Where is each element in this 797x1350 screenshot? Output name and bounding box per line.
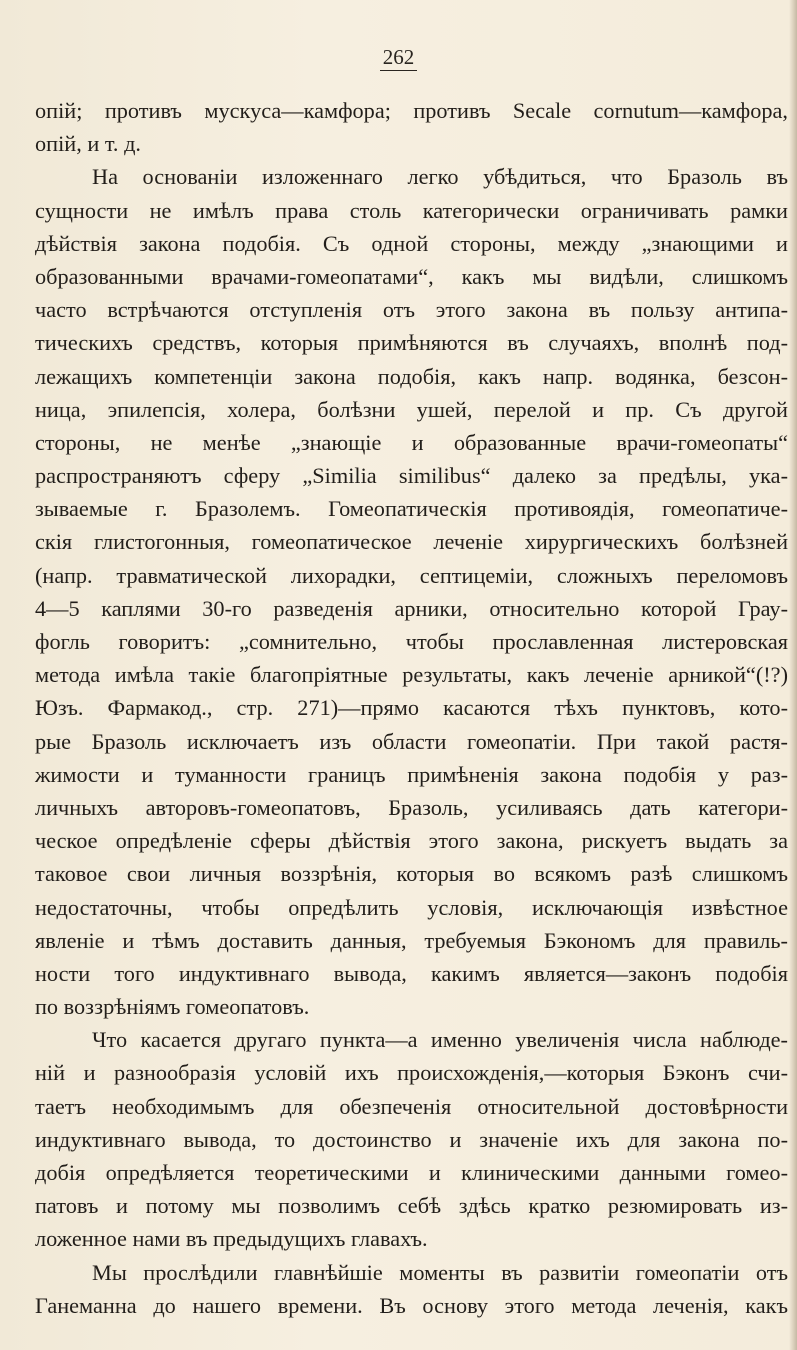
text-line: Юзъ. Фармакод., стр. 271)—прямо касаются тѣхъ пунктовъ, кото-	[35, 695, 788, 721]
text-line: скія глистогонныя, гомеопатическое леченіе хирургическихъ болѣзней	[35, 529, 788, 555]
text-line: стороны, не менѣе „знающіе и образованные врачи-гомеопаты“	[35, 429, 788, 455]
text-line: недостаточны, чтобы опредѣлить условія, исключающія извѣстное	[35, 894, 788, 920]
text-line: образованными врачами-гомеопатами“, какъ мы видѣли, слишкомъ	[35, 263, 788, 289]
text-line: Что касается другаго пункта—а именно увеличенія числа наблюде-	[92, 1027, 788, 1053]
text-line: таковое свои личныя воззрѣнія, которыя во всякомъ разѣ слишкомъ	[35, 861, 788, 887]
text-line: Мы прослѣдили главнѣйшіе моменты въ развитіи гомеопатіи отъ	[92, 1259, 788, 1285]
text-line: лежащихъ компетенціи закона подобія, какъ напр. водянка, безсон-	[35, 363, 788, 389]
text-line: ческое опредѣленіе сферы дѣйствія этого закона, рискуетъ выдать за	[35, 828, 788, 854]
text-line: (напр. травматической лихорадки, септицеміи, сложныхъ переломовъ	[35, 562, 788, 588]
text-line: Ганеманна до нашего времени. Въ основу этого метода леченія, какъ	[35, 1292, 788, 1318]
page-body-text	[35, 94, 788, 1322]
text-line: На основаніи изложеннаго легко убѣдиться, что Бразоль въ	[92, 164, 788, 190]
text-line: фогль говоритъ: „сомнительно, чтобы прославленная листеровская	[35, 629, 788, 654]
text-line: часто встрѣчаются отступленія отъ этого закона въ пользу антипа-	[35, 297, 788, 323]
text-line: индуктивнаго вывода, то достоинство и значеніе ихъ для закона по-	[35, 1126, 788, 1152]
text-line: дѣйствія закона подобія. Съ одной стороны, между „знающими и	[35, 230, 788, 256]
text-line: опій; противъ мускуса—камфора; противъ Secale cornutum—камфора,	[35, 98, 788, 123]
text-line: 4—5 каплями 30-го разведенія арники, относительно которой Грау-	[35, 595, 788, 621]
page-edge-shadow	[789, 0, 797, 1350]
text-line: метода имѣла такіе благопріятные результаты, какъ леченіе арникой“(!?)	[35, 662, 788, 688]
text-line: жимости и туманности границъ примѣненія закона подобія у раз-	[35, 761, 788, 787]
text-line: по воззрѣніямъ гомеопатовъ.	[35, 994, 310, 1020]
text-line: таетъ необходимымъ для обезпеченія относительной достовѣрности	[35, 1093, 788, 1119]
text-line: сущности не имѣлъ права столь категорически ограничивать рамки	[35, 197, 788, 223]
text-line: ница, эпилепсія, холера, болѣзни ушей, перелой и пр. Съ другой	[35, 396, 788, 422]
text-line: добія опредѣляется теоретическими и клиническими данными гомео-	[35, 1160, 788, 1185]
text-line: зываемые г. Бразолемъ. Гомеопатическія противоядія, гомеопатиче-	[35, 496, 788, 522]
text-line: патовъ и потому мы позволимъ себѣ здѣсь кратко резюмировать из-	[35, 1193, 788, 1219]
text-line: ности того индуктивнаго вывода, какимъ является—законъ подобія	[35, 960, 788, 986]
text-line: личныхъ авторовъ-гомеопатовъ, Бразоль, усиливаясь дать категори-	[35, 794, 788, 820]
text-line: рые Бразоль исключаетъ изъ области гомеопатіи. При такой растя-	[35, 728, 788, 754]
text-line: явленіе и тѣмъ доставить данныя, требуемыя Бэкономъ для правиль-	[35, 927, 788, 953]
text-line: опій, и т. д.	[35, 131, 141, 157]
page-number-text: 262	[380, 45, 418, 71]
page-number	[0, 45, 797, 70]
text-line: ній и разнообразія условій ихъ происхожденія,—которыя Бэконъ счи-	[35, 1060, 788, 1086]
text-line: тическихъ средствъ, которыя примѣняются въ случаяхъ, вполнѣ под-	[35, 330, 788, 356]
text-line: распространяютъ сферу „Similia similibus“ далеко за предѣлы, ука-	[35, 463, 788, 489]
text-line: ложенное нами въ предыдущихъ главахъ.	[35, 1226, 428, 1252]
